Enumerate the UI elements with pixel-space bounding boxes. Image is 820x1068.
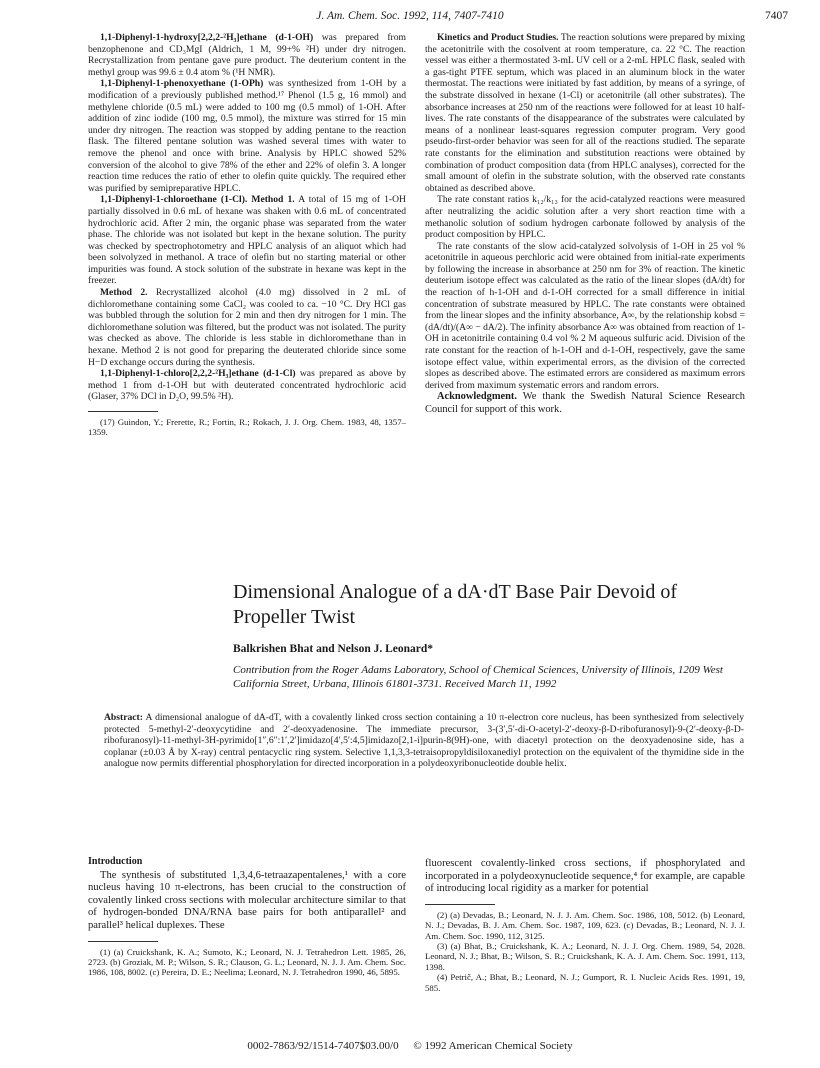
method-heading: Method 2. bbox=[100, 287, 148, 299]
compound-heading: 1,1-Diphenyl-1-phenoxyethane (1-OPh) bbox=[100, 78, 264, 90]
acknowledgment-heading: Acknowledgment. bbox=[437, 391, 517, 403]
acknowledgment bbox=[425, 391, 745, 416]
right-column bbox=[425, 32, 745, 416]
paragraph-text: was prepared from benzophenone and CD₃MgI (Aldrich, 1 M, 99+% ²H) under dry nitrogen. Recrystallization from pentane gave pure product. The deuterium content in the methyl group was 99.6 ± 0.4 atom % (¹H NMR). bbox=[88, 32, 406, 78]
section-heading: Kinetics and Product Studies. bbox=[437, 32, 559, 43]
paragraph: The synthesis of substituted 1,3,4,6-tetraazapentalenes,¹ with a core nucleus having 10 π-electrons, has been crucial to the construction of covalently linked cross sections with molecular architecture similar to that of hydrogen-bonded DNA/RNA base pairs for both antiparallel² and parallel³ helical duplexes. These bbox=[88, 869, 406, 931]
footnote-4: (4) Petrič, A.; Bhat, B.; Leonard, N. J.; Gumport, R. I. Nucleic Acids Res. 1991, 19, 585. bbox=[425, 972, 745, 993]
abstract-text: A dimensional analogue of dA-dT, with a covalently linked cross section containing a 10 π-electron core nucleus, has been synthesized from selectively protected 5-methyl-2′-deoxycytidine and 2′-deoxyadenosine. The immediate precursor, 3-(3′,5′-di-O-acetyl-2′-deoxy-β-D-ribofuranosyl)-9-(2′-deoxy-β-D-ribofuranosyl)-11-methyl-3H-pyrimido[1″,6″:1′,2′]imidazo[4′,5′:4,5]imidazo[2,1-i]purin-8(9H)-one, with diacetyl protection on the deoxyadenosine side, has a coplanar (±0.03 Å by X-ray) central pentacyclic ring system. Selective 1,1,3,3-tetraisopropyldisiloxanediyl protection on the equivalent of the thymidine side in the analogue now permits differential phosphorylation for directed incorporation in a polydeoxyribonucleotide double helix. bbox=[104, 712, 744, 770]
paragraph: fluorescent covalently-linked cross sections, if phosphorylated and incorporated in a polydeoxynucleotide sequence,⁴ for example, are capable of introducing local rigidity as a marker for potential bbox=[425, 858, 745, 895]
copyright: © 1992 American Chemical Society bbox=[413, 1040, 573, 1052]
paragraph bbox=[88, 32, 406, 78]
acknowledgment-text: We thank the Swedish Natural Science Research Council for support of this work. bbox=[425, 391, 745, 415]
article-authors: Balkrishen Bhat and Nelson J. Leonard* bbox=[233, 643, 434, 655]
footnote-2: (2) (a) Devadas, B.; Leonard, N. J. J. Am. Chem. Soc. 1986, 108, 5012. (b) Leonard, N. J.; Devadas, B. J. Am. Chem. Soc. 1987, 109, 623. (c) Devadas, B.; Leonard, N. J. J. Am. Chem. Soc. 1990, 112, 3125. bbox=[425, 909, 745, 941]
paragraph bbox=[425, 32, 745, 194]
compound-heading: 1,1-Diphenyl-1-hydroxy[2,2,2-²H₃]ethane (d-1-OH) bbox=[100, 32, 314, 43]
paragraph-text: Recrystallized alcohol (4.0 mg) dissolved in 2 mL of dichloromethane containing some CaCl₂ was cooled to ca. −10 °C. Dry HCl gas was bubbled through the solution for 2 min and then dry nitrogen for 1 min. The dichloromethane solution was filtered, but the product was not isolated. The purity was checked as above. The chloride is less stable in dichloromethane than in hexane. Method 2 is not good for preparing the deuterated chloride since some H−D exchange occurs during the synthesis. bbox=[88, 287, 406, 368]
intro-right-column bbox=[425, 858, 745, 993]
paragraph-text: A total of 15 mg of 1-OH partially dissolved in 0.6 mL of hexane was shaken with 0.6 mL of concentrated hydrochloric acid. After 2 min, the organic phase was separated from the water phase. The chloride was not isolated but kept in the hexane solution. The purity was checked by spectrophotometry and HPLC analysis of an aliquot which had been solvolyzed in methanol. A trace of olefin but no starting material or other impurities was found. A stock solution of the substrate in hexane was kept in the freezer. bbox=[88, 194, 406, 287]
abstract bbox=[104, 712, 744, 770]
intro-left-column bbox=[88, 856, 406, 978]
paragraph bbox=[88, 368, 406, 403]
journal-citation: J. Am. Chem. Soc. 1992, 114, 7407-7410 bbox=[316, 10, 504, 22]
paragraph bbox=[88, 78, 406, 194]
paragraph bbox=[88, 194, 406, 287]
paragraph-text: was prepared as above by method 1 from d-1-OH but with deuterated concentrated hydrochloric acid (Glaser, 37% DCl in D₂O, 99.5% ²H). bbox=[88, 368, 406, 403]
article-code: 0002-7863/92/1514-7407$03.00/0 bbox=[247, 1040, 399, 1052]
footnote-divider bbox=[425, 904, 495, 905]
left-column bbox=[88, 32, 406, 438]
section-heading: Introduction bbox=[88, 856, 143, 867]
page-number: 7407 bbox=[765, 10, 788, 22]
page-footer bbox=[0, 1040, 820, 1052]
compound-heading: 1,1-Diphenyl-1-chloro[2,2,2-²H₃]ethane (d-1-Cl) bbox=[100, 368, 296, 380]
paragraph: The rate constant ratios k₁₂/k₁₃ for the acid-catalyzed reactions were measured after neutralizing the acidic solution after a very short reaction time with a methanolic solution of sodium hydrogen carbonate followed by analysis of the product composition by HPLC. bbox=[425, 194, 745, 241]
compound-heading: 1,1-Diphenyl-1-chloroethane (1-Cl). Method 1. bbox=[100, 194, 295, 206]
running-header bbox=[0, 10, 820, 26]
paragraph-text: The reaction solutions were prepared by mixing the acetonitrile with the cosolvent at room temperature, ca. 22 °C. The reaction vessel was either a thermostated 3-mL UV cell or a 2-mL HPLC flask, sealed with a gas-tight PTFE septum, which was placed in an aluminum block in the water thermostat. The reactions were initiated by fast addition, by means of a syringe, of the substrate dissolved in hexane (1-Cl) or acetonitrile (all other substrates). The absorbance increases at 250 nm of the reactions were followed for at least 10 half-lives. The rate constants of the disappearance of the substrates were calculated by means of a nonlinear least-squares regression computer program. Very good pseudo-first-order behavior was seen for all of the reactions studied. The separate rate constants for the elimination and substitution reactions were obtained by combination of product composition data (from HPLC analyses), corrected for the small amount of olefin in the substrate solution, with the observed rate constants obtained as described above. bbox=[425, 32, 745, 194]
footnote-3: (3) (a) Bhat, B.; Cruickshank, K. A.; Leonard, N. J. J. Org. Chem. 1989, 54, 2028. Leonard, N. J.; Bhat, B.; Wilson, S. R.; Cruickshank, K. A. J. Am. Chem. Soc. 1991, 113, 1398. bbox=[425, 941, 745, 972]
footnote-divider bbox=[88, 411, 158, 412]
footnote-divider bbox=[88, 941, 158, 942]
abstract-heading: Abstract: bbox=[104, 712, 143, 723]
footnote-1: (1) (a) Cruickshank, K. A.; Sumoto, K.; Leonard, N. J. Tetrahedron Lett. 1985, 26, 2723. (b) Groziak, M. P.; Wilson, S. R.; Clauson, G. L.; Leonard, N. J. J. Am. Chem. Soc. 1986, 108, 8002. (c) Pereira, D. E.; Neelima; Leonard, N. J. Tetrahedron 1990, 46, 5895. bbox=[88, 946, 406, 978]
paragraph: The rate constants of the slow acid-catalyzed solvolysis of 1-OH in 25 vol % acetonitrile in aqueous perchloric acid were obtained from initial-rate experiments by following the increase in absorbance at 250 nm for 3% of reaction. The kinetic deuterium isotope effect was calculated as the ratio of the linear slopes (dA/dt) for the reaction of h-1-OH and d-1-OH corrected for a small difference in initial concentration of substrate measured by HPLC. The rate constants were obtained from the linear slopes and the infinity absorbance, A∞, by the relationship kobsd = (dA/dt)/(A∞ − dA/2). The infinity absorbance A∞ was obtained from reaction of 1-OH in acetonitrile containing 0.4 vol % 2 M aqueous sulfuric acid. Division of the rate constant for the reaction of h-1-OH and d-1-OH, respectively, gave the same isotope effect value, within experimental errors, as the division of the corrected slopes as described above. The estimated errors are considered as maximum errors derived from maximum systematic errors and random errors. bbox=[425, 240, 745, 391]
contribution-line: Contribution from the Roger Adams Laboratory, School of Chemical Sciences, University of Illinois, 1209 West California Street, Urbana, Illinois 61801-3731. Received March 11, 1992 bbox=[233, 664, 723, 690]
article-title: Dimensional Analogue of a dA·dT Base Pair Devoid of Propeller Twist bbox=[233, 581, 677, 628]
paragraph-text: was synthesized from 1-OH by a modification of a previously published method.¹⁷ Phenol (1.5 g, 16 mmol) and methylene chloride (0.5 mL) were added to 100 mg (0.5 mmol) of 1-OH. After addition of zinc iodide (100 mg, 0.5 mmol), the mixture was stirred for 15 min under dry nitrogen. The reaction was stopped by adding pentane to the reaction flask. The filtered pentane solution was washed several times with water to remove the phenol and once with brine. Analysis by HPLC showed 52% conversion of the alcohol to give 78% of the ether and 22% of olefin 3. A longer reaction time reduces the ratio of ether to olefin quite quickly. The required ether was purified by semipreparative HPLC. bbox=[88, 78, 406, 194]
footnote-17: (17) Guindon, Y.; Frerette, R.; Fortin, R.; Rokach, J. J. Org. Chem. 1983, 48, 1357–1359. bbox=[88, 417, 406, 438]
paragraph bbox=[88, 287, 406, 368]
